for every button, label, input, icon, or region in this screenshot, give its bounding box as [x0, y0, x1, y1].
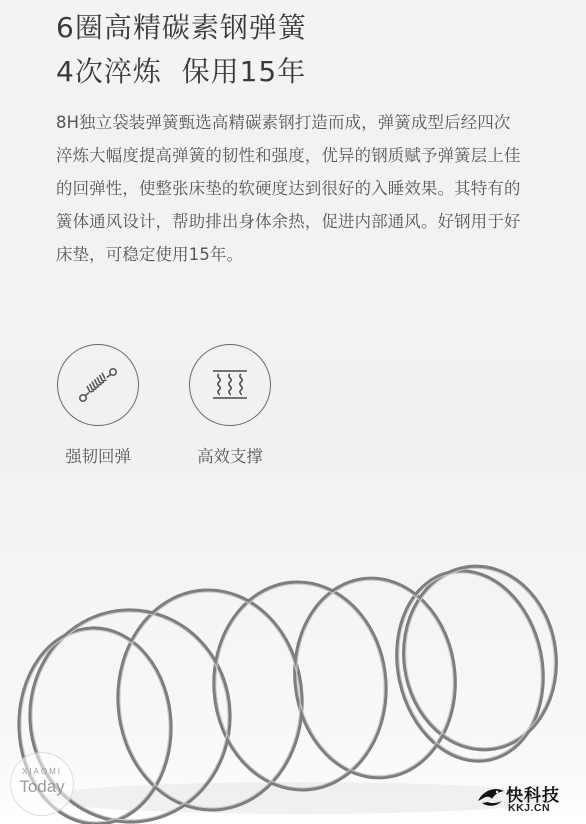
- kkj-watermark: [476, 781, 580, 817]
- headline-line-1: 6圈高精碳素钢弹簧: [56, 11, 307, 44]
- feature-label-support: 高效支撑: [197, 447, 263, 466]
- headline: [56, 6, 307, 94]
- xiaomi-watermark-bottom: Today: [19, 777, 65, 796]
- xiaomi-watermark-top: XIAOMI: [21, 767, 62, 776]
- kkj-watermark-cn: 快科技: [506, 786, 560, 805]
- kkj-bird-icon: [476, 783, 506, 811]
- support-waves-icon: [189, 344, 271, 426]
- feature-support: [188, 344, 272, 467]
- spring-icon: [57, 344, 139, 426]
- feature-resilience: [56, 344, 140, 467]
- feature-label-resilience: 强韧回弹: [65, 447, 131, 466]
- description-paragraph: 8H独立袋装弹簧甄选高精碳素钢打造而成，弹簧成型后经四次淬炼大幅度提高弹簧的韧性和强度，优异的钢质赋予弹簧层上佳的回弹性，使整张床垫的软硬度达到很好的入睡效果。其特有的簧体通风设计，帮助排出身体余热，促进内部通风。好钢用于好床垫，可稳定使用15年。: [56, 113, 521, 264]
- kkj-watermark-en: KKJ.CN: [508, 802, 551, 814]
- xiaomi-today-watermark: [10, 752, 74, 816]
- headline-line-2: 4次淬炼 保用15年: [56, 55, 307, 88]
